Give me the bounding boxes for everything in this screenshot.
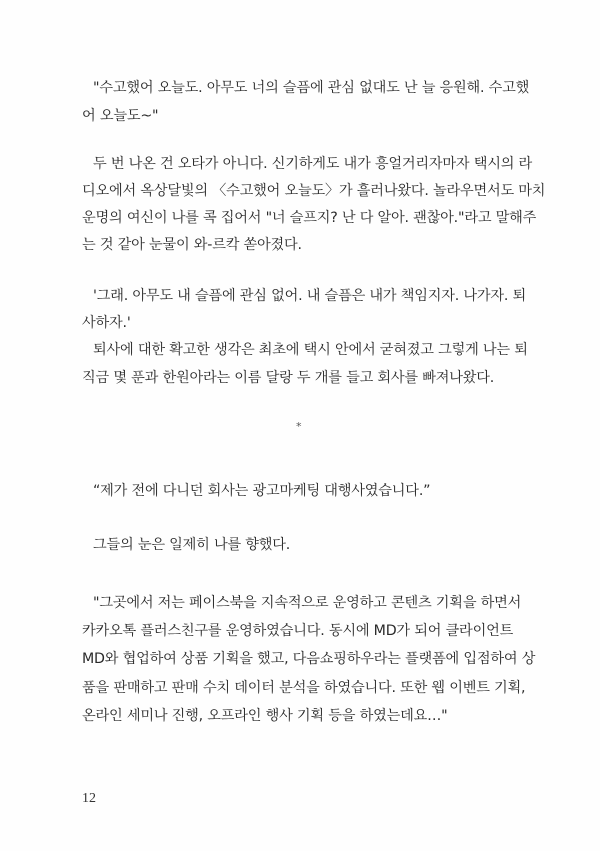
text-line: 직금 몇 푼과 한원아라는 이름 달랑 두 개를 들고 회사를 빠져나왔다.	[82, 370, 495, 386]
text-line: "수고했어 오늘도. 아무도 너의 슬픔에 관심 없대도 난 늘 응원해. 수고했	[93, 80, 530, 96]
text-line: MD와 협업하여 상품 기획을 했고, 다음쇼핑하우라는 플랫폼에 입점하여 상	[82, 651, 536, 667]
text-line: 카카오톡 플러스친구를 운영하였습니다. 동시에 MD가 되어 클라이언트	[82, 623, 514, 639]
section-separator: *	[296, 420, 302, 433]
text-line: 두 번 나온 건 오타가 아니다. 신기하게도 내가 흥얼거리자마자 택시의 라	[93, 156, 533, 172]
text-line: 퇴사에 대한 확고한 생각은 최초에 택시 안에서 굳혀졌고 그렇게 나는 퇴	[93, 342, 528, 358]
page-number: 12	[82, 791, 96, 806]
text-line: 디오에서 옥상달빛의 〈수고했어 오늘도〉가 흘러나왔다. 놀라우면서도 마치	[82, 183, 546, 199]
text-line: “제가 전에 다니던 회사는 광고마케팅 대행사였습니다.”	[93, 483, 431, 499]
text-line: 온라인 세미나 진행, 오프라인 행사 기획 등을 하였는데요…"	[82, 708, 448, 724]
text-line: '그래. 아무도 내 슬픔에 관심 없어. 내 슬픔은 내가 책임지자. 나가자. 퇴	[93, 288, 526, 304]
text-line: 는 것 같아 눈물이 와-르칵 쏟아졌다.	[82, 237, 302, 253]
text-line: "그곳에서 저는 페이스북을 지속적으로 운영하고 콘텐츠 기획을 하면서	[93, 595, 522, 611]
text-line: 운명의 여신이 나를 콕 집어서 "너 슬프지? 난 다 알아. 괜찮아."라고 말해주	[82, 210, 537, 226]
text-line: 사하자.'	[82, 315, 131, 331]
text-line: 그들의 눈은 일제히 나를 향했다.	[93, 537, 291, 553]
text-line: 품을 판매하고 판매 수치 데이터 분석을 하였습니다. 또한 웹 이벤트 기획,	[82, 680, 526, 696]
text-line: 어 오늘도~"	[82, 108, 159, 124]
